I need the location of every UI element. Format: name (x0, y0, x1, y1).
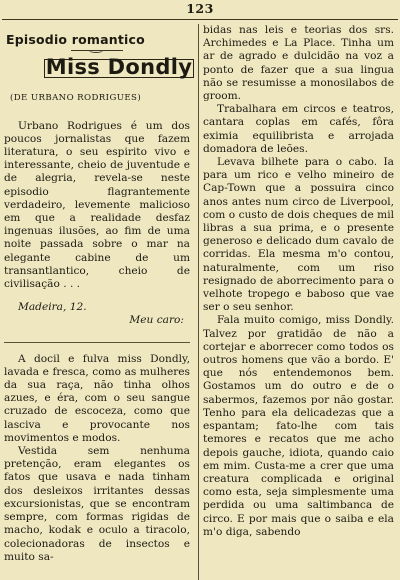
salutation: Meu caro: (129, 314, 184, 327)
body-paragraph: Levava bilhete para o cabo. Ia para um rico e velho mineiro de Cap-Town que a possuira cinco anos antes num circo de Liverpool, com o custo de dois cheques de mil libras a sua prima, e o presente generoso e delicado dum cavalo de corridas. Ela mesma m'o contou, naturalmente, com um riso resignado de aborrecimento para o velhote tropego e baboso que vae ser o seu senhor. (203, 156, 394, 314)
body-paragraph: bidas nas leis e teorias dos srs. Archimedes e La Place. Tinha um ar de agrado e dulcidão na voz a ponto de fazer que a sua lingua não se resumisse a monosilabos de groom. (203, 24, 394, 103)
column-divider (198, 24, 199, 580)
body-paragraph: A docil e fulva miss Dondly, lavada e fresca, como as mulheres da sua raça, não tinha olhos azues, e éra, com o seu sangue cruzado de escoceza, como que lasciva e provocante nos movimentos e modos. (4, 352, 190, 444)
article-byline: (DE URBANO RODRIGUES) (10, 93, 142, 104)
left-column (4, 24, 193, 564)
body-paragraph: Fala muito comigo, miss Dondly. Talvez por gratidão de não a cortejar e aborrecer como todos os outros homens que vão a bordo. E' que nós entendemonos bem. Gostamos um do outro e de o sabermos, fazemos por não gostar. Tenho para ela delicadezas que a espantam; fato-lhe com tais temores e recatos que me acho depois gauche, idiota, quando caio em mim. Custa-me a crer que uma creatura complicada e original como esta, seja simplesmente uma perdida ou uma saltimbanca de circo. E por mais que o saiba e ela m'o diga, sabendo (203, 314, 394, 538)
page-number: 123 (186, 1, 214, 16)
article-intro: Urbano Rodrigues é um dos poucos jornalistas que fazem literatura, o seu espirito vivo e interessante, cheio de juventude e de alegria, revela-se neste episodio flagrantemente verdadeiro, levemente malicioso em que a realidade desfaz ingenuas ilusões, ao fim de uma noite passada sobre o mar na elegante cabine de um transantlantico, cheio de civilisação . . . (4, 119, 190, 291)
dateline: Madeira, 12. (18, 301, 87, 314)
article-title: Miss Dondly (45, 55, 193, 80)
right-column (203, 24, 394, 539)
section-rule (4, 342, 190, 343)
header-rule (2, 19, 398, 20)
title-box (44, 55, 194, 80)
body-paragraph: Vestida sem nenhuma pretenção, eram elegantes os fatos que usava e nada tinham dos desleixos irritantes dessas excursionistas, que se encontram sempre, com formas rigidas de macho, kodak e oculo a tiracolo, colecionadoras de insectos e muito sa- (4, 445, 190, 563)
body-paragraph: Trabalhara em circos e teatros, cantara coplas em cafés, fôra eximia equilibrista e arrojada domadora de leões. (203, 103, 394, 155)
article-kicker: Episodio romantico (6, 32, 145, 47)
ornament-divider (71, 50, 123, 55)
